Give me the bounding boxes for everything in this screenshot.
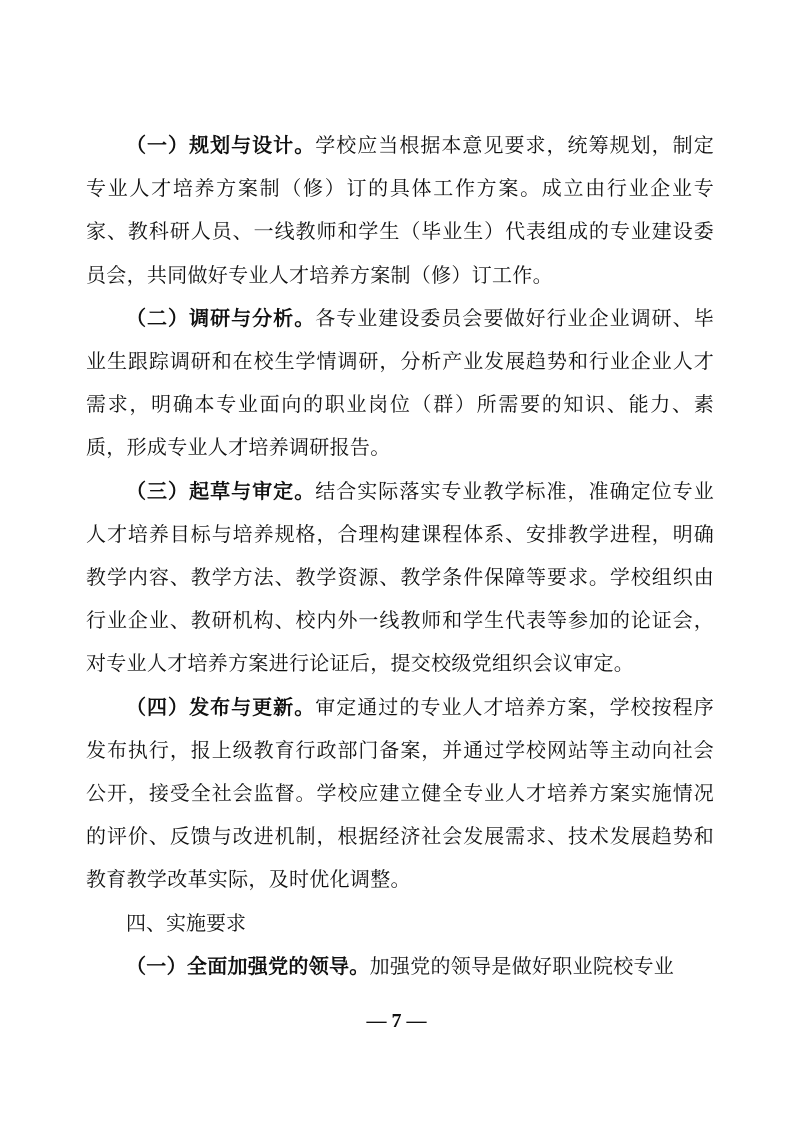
paragraph-text: 结合实际落实专业教学标准，准确定位专业人才培养目标与培养规格，合理构建课程体系、安排教学进程，明确教学内容、教学方法、教学资源、教学条件保障等要求。学校组织由行业企业、教研机构、校内外一线教师和学生代表等参加的论证会，对专业人才培养方案进行论证后，提交校级党组织会议审定。 [86, 478, 714, 676]
paragraph-lead: （一）规划与设计。 [126, 133, 316, 157]
section-heading: 四、实施要求 [126, 910, 246, 935]
paragraph-text: 加强党的领导是做好职业院校专业 [369, 953, 675, 978]
paragraph-lead: （一）全面加强党的领导。 [126, 953, 370, 978]
paragraph-research-analysis [86, 297, 714, 470]
paragraph-release-update [86, 686, 714, 902]
paragraph-text: 学校应当根据本意见要求，统筹规划，制定专业人才培养方案制（修）订的具体工作方案。成立由行业企业专家、教科研人员、一线教师和学生（毕业生）代表组成的专业建设委员会，共同做好专业人才培养方案制（修）订工作。 [86, 133, 714, 287]
paragraph-lead: （二）调研与分析。 [126, 305, 316, 330]
paragraph-party-leadership [86, 945, 714, 988]
page-number: — 7 — [366, 1010, 427, 1032]
paragraph-planning-design [86, 124, 714, 297]
paragraph-text: 各专业建设委员会要做好行业企业调研、毕业生跟踪调研和在校生学情调研，分析产业发展趋势和行业企业人才需求，明确本专业面向的职业岗位（群）所需要的知识、能力、素质，形成专业人才培养调研报告。 [86, 305, 714, 460]
paragraph-lead: （三）起草与审定。 [126, 478, 316, 503]
paragraph-text: 审定通过的专业人才培养方案，学校按程序发布执行，报上级教育行政部门备案，并通过学校网站等主动向社会公开，接受全社会监督。学校应建立健全专业人才培养方案实施情况的评价、反馈与改进机制，根据经济社会发展需求、技术发展趋势和教育教学改革实际，及时优化调整。 [86, 694, 714, 892]
paragraph-lead: （四）发布与更新。 [126, 694, 316, 719]
paragraph-drafting-review [86, 470, 714, 686]
document-body [86, 124, 714, 988]
